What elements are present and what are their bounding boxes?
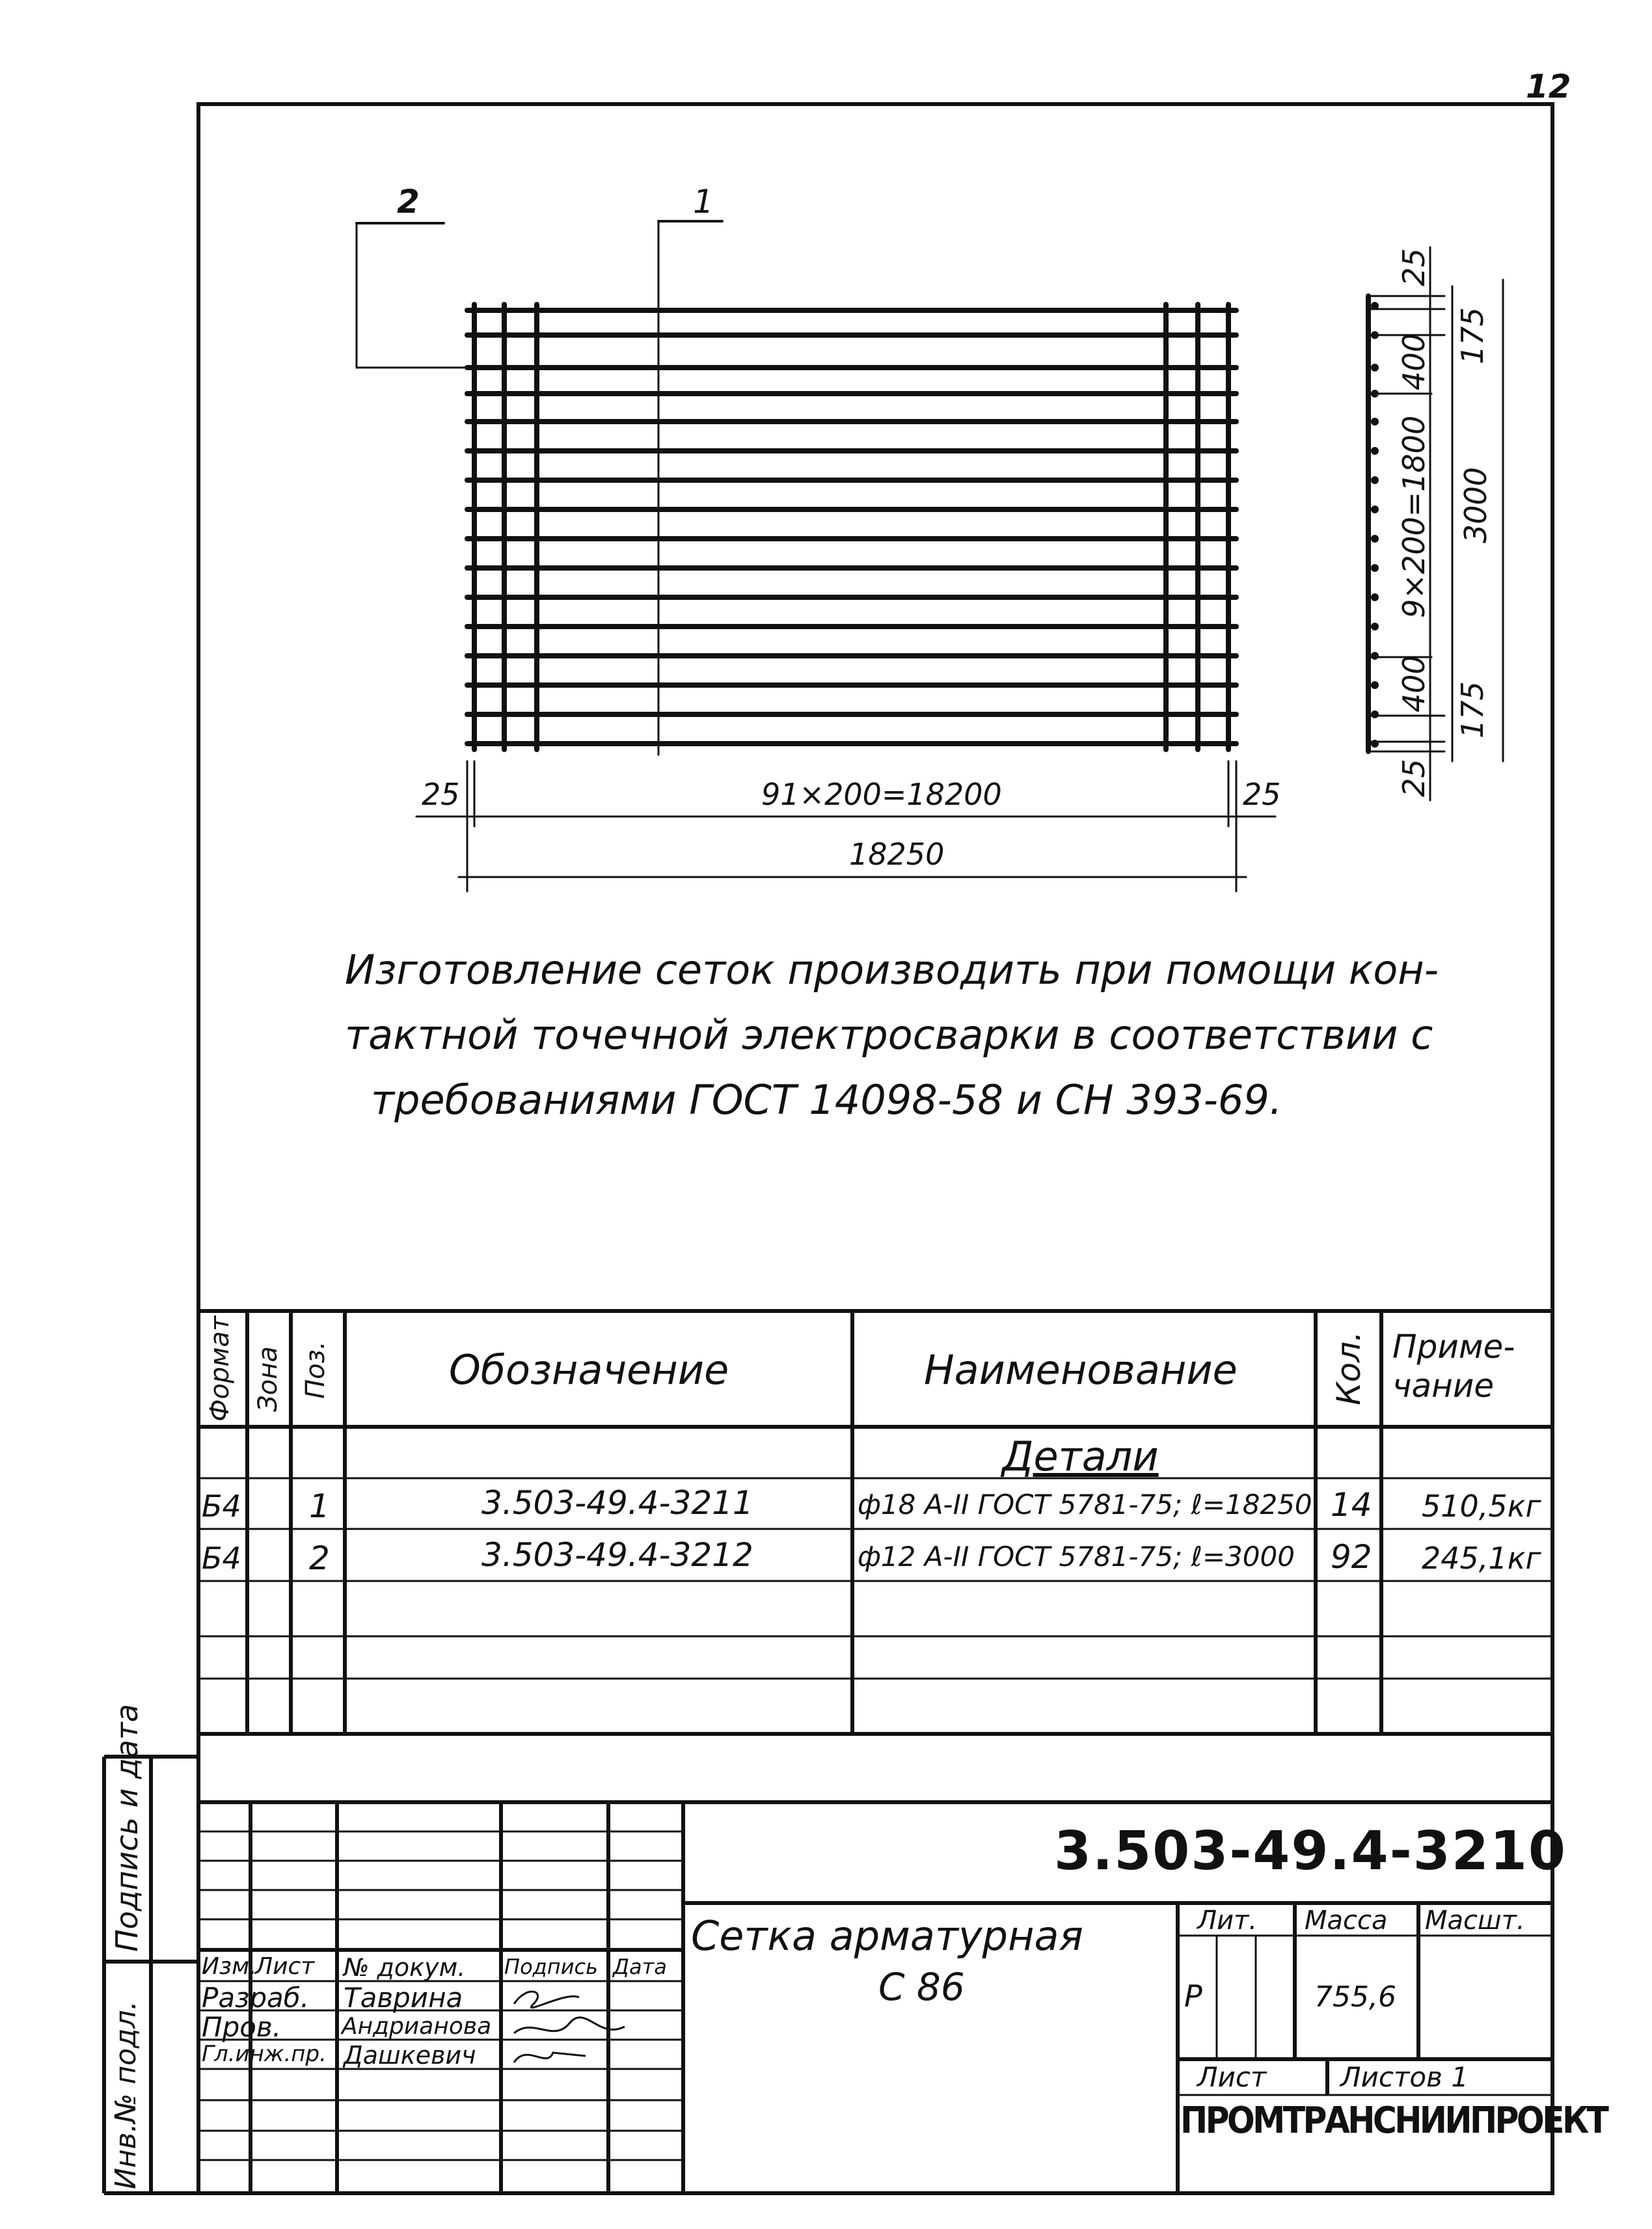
side-dim-bottom-25: 25 — [1396, 759, 1431, 797]
side-dim-lower-400: 400 — [1396, 655, 1431, 712]
row1-pos: 1 — [309, 1487, 330, 1525]
col-date: Дата — [613, 1954, 667, 1979]
side-dim-span: 9×200=1800 — [1396, 415, 1431, 618]
side-dim-top-175: 175 — [1455, 307, 1490, 364]
row1-note: 510,5кг — [1422, 1489, 1541, 1524]
spec-section-title: Детали — [1002, 1433, 1159, 1480]
header-zone: Зона — [253, 1346, 283, 1412]
product-mark: С 86 — [878, 1965, 965, 2009]
col-sign: Подпись — [504, 1954, 598, 1979]
callout-2: 2 — [397, 183, 420, 221]
page-number: 12 — [1526, 68, 1571, 105]
mass-value: 755,6 — [1314, 1980, 1396, 2014]
dim-right: 25 — [1243, 777, 1281, 812]
row1-name: ф18 А-II ГОСТ 5781-75; ℓ=18250 — [858, 1489, 1312, 1520]
org-name: ПРОМТРАНСНИИПРОЕКТ — [1180, 2100, 1607, 2142]
header-qty: Кол. — [1330, 1331, 1368, 1405]
signature-scribbles — [508, 1978, 638, 2075]
header-name: Наименование — [924, 1346, 1238, 1394]
col-doc-no: № докум. — [344, 1953, 466, 1982]
row2-qty: 92 — [1331, 1538, 1372, 1576]
row2-name: ф12 А-II ГОСТ 5781-75; ℓ=3000 — [858, 1541, 1295, 1573]
sheet-label: Лист — [1197, 2061, 1267, 2093]
sheets-label: Листов 1 — [1340, 2061, 1469, 2093]
side-dim-top-25: 25 — [1396, 248, 1431, 286]
row2-format: Б4 — [202, 1541, 241, 1576]
stamp-sign-date: Подпись и дата — [109, 1703, 144, 1952]
header-pos: Поз. — [301, 1341, 331, 1399]
scale-label: Масшт. — [1425, 1906, 1525, 1936]
side-dim-total: 3000 — [1458, 466, 1493, 543]
name-checker: Андрианова — [342, 2013, 492, 2040]
lit-label: Лит. — [1197, 1906, 1258, 1936]
note-line-3: требованиями ГОСТ 14098-58 и СН 393-69. — [371, 1076, 1282, 1124]
lit-value: Р — [1184, 1979, 1202, 2014]
doc-code: 3.503-49.4-3210 — [1054, 1820, 1567, 1882]
dim-middle: 91×200=18200 — [761, 777, 1002, 812]
role-chief-engineer: Гл.инж.пр. — [202, 2041, 327, 2067]
col-izm: Изм. — [202, 1953, 257, 1980]
mass-label: Масса — [1305, 1906, 1388, 1936]
side-dim-upper-400: 400 — [1396, 333, 1431, 390]
header-format: Формат — [205, 1316, 235, 1422]
row1-qty: 14 — [1331, 1486, 1372, 1524]
row1-designation: 3.503-49.4-3211 — [481, 1484, 753, 1522]
stamp-inv-no: Инв.№ подл. — [109, 2001, 142, 2189]
side-dim-bottom-175: 175 — [1455, 681, 1490, 738]
mesh-horizontal-bars — [467, 310, 1236, 744]
header-note: Приме- чание — [1392, 1328, 1515, 1405]
role-developer: Разраб. — [202, 1982, 310, 2014]
row2-designation: 3.503-49.4-3212 — [481, 1536, 753, 1574]
role-checker: Пров. — [202, 2011, 282, 2043]
dim-left: 25 — [422, 777, 460, 812]
name-developer: Таврина — [344, 1982, 463, 2014]
product-name: Сетка арматурная — [691, 1912, 1083, 1960]
row1-format: Б4 — [202, 1489, 241, 1524]
row2-pos: 2 — [309, 1539, 330, 1577]
callout-1: 1 — [693, 183, 714, 221]
row2-note: 245,1кг — [1422, 1541, 1541, 1576]
name-chief-engineer: Дашкевич — [344, 2041, 476, 2070]
dim-total: 18250 — [849, 837, 945, 872]
col-list: Лист — [255, 1953, 315, 1980]
header-designation: Обозначение — [449, 1346, 729, 1394]
note-line-1: Изготовление сеток производить при помощи кон- — [345, 946, 1439, 993]
note-line-2: тактной точечной электросварки в соответствии с — [345, 1011, 1433, 1059]
